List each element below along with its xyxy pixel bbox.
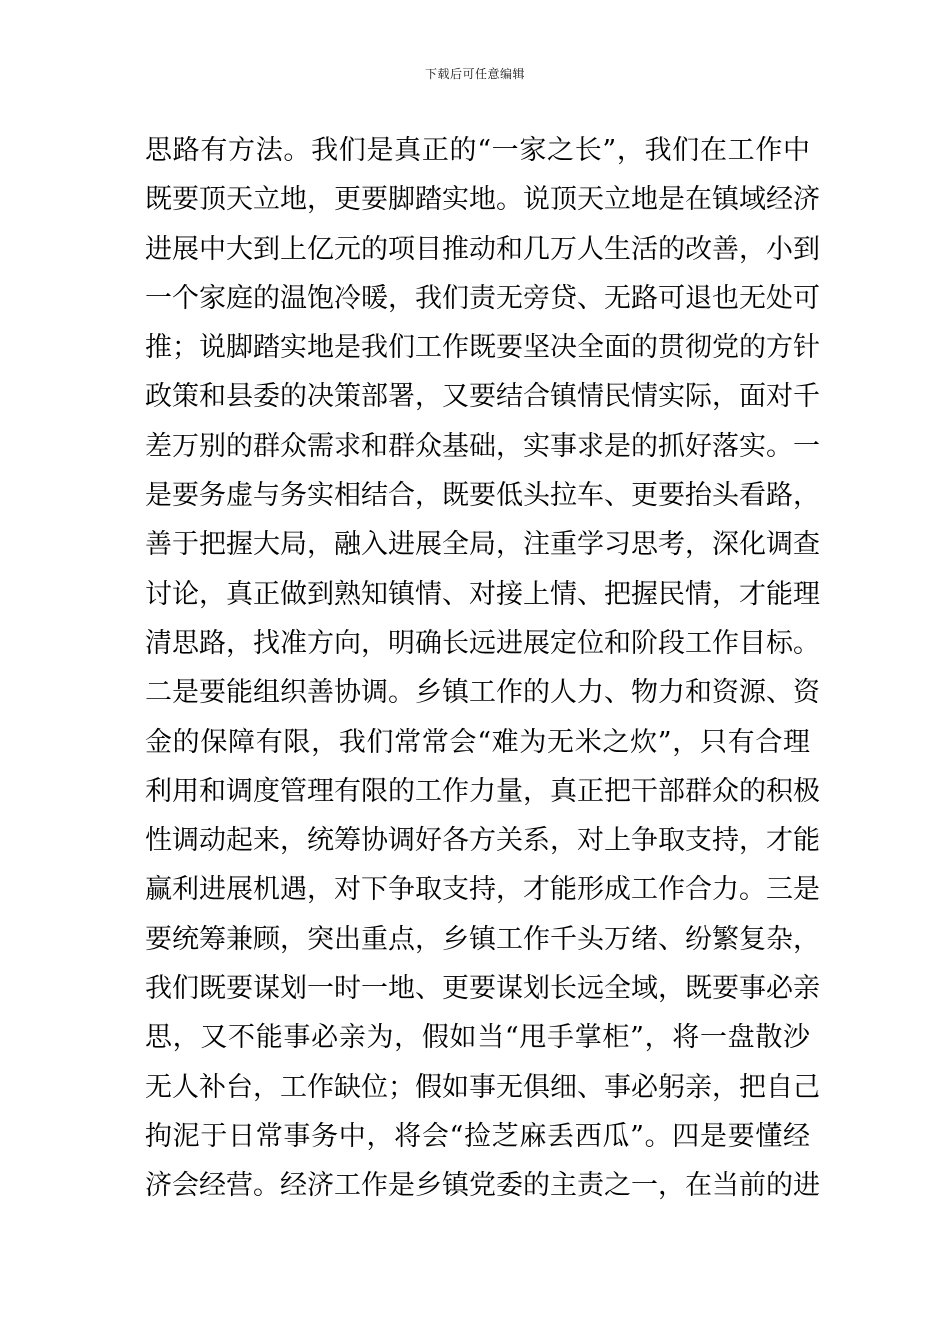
text-line: 是要务虚与务实相结合，既要低头拉车、更要抬头看路， <box>145 480 820 512</box>
text-line: 济会经营。经济工作是乡镇党委的主责之一，在当前的进 <box>145 1170 820 1202</box>
text-line: 讨论，真正做到熟知镇情、对接上情、把握民情，才能理 <box>145 578 820 610</box>
header-note: 下载后可任意编辑 <box>424 67 525 81</box>
text-line: 要统筹兼顾，突出重点，乡镇工作千头万绪、纷繁复杂， <box>145 923 820 955</box>
text-line: 既要顶天立地，更要脚踏实地。说顶天立地是在镇域经济 <box>145 184 820 216</box>
text-line: 金的保障有限，我们常常会“难为无米之炊”，只有合理 <box>145 726 810 758</box>
text-line: 善于把握大局，融入进展全局，注重学习思考，深化调查 <box>145 529 820 561</box>
text-line: 思，又不能事必亲为，假如当“甩手掌柜”，将一盘散沙 <box>145 1022 810 1054</box>
text-line: 思路有方法。我们是真正的“一家之长”，我们在工作中 <box>145 135 810 166</box>
text-line: 二是要能组织善协调。乡镇工作的人力、物力和资源、资 <box>145 677 820 709</box>
text-line: 进展中大到上亿元的项目推动和几万人生活的改善，小到 <box>145 233 820 265</box>
text-line: 我们既要谋划一时一地、更要谋划长远全域，既要事必亲 <box>145 973 820 1005</box>
text-line: 推；说脚踏实地是我们工作既要坚决全面的贯彻党的方针 <box>145 332 820 364</box>
text-line: 差万别的群众需求和群众基础，实事求是的抓好落实。一 <box>145 430 820 462</box>
text-line: 一个家庭的温饱冷暖，我们责无旁贷、无路可退也无处可 <box>145 282 820 314</box>
text-line: 性调动起来，统筹协调好各方关系，对上争取支持，才能 <box>145 825 820 857</box>
text-line: 赢利进展机遇，对下争取支持，才能形成工作合力。三是 <box>145 874 820 906</box>
body-text <box>145 126 820 1211</box>
text-line: 拘泥于日常事务中，将会“捡芝麻丢西瓜”。四是要懂经 <box>145 1120 810 1152</box>
text-line: 清思路，找准方向，明确长远进展定位和阶段工作目标。 <box>145 627 820 659</box>
text-line: 政策和县委的决策部署，又要结合镇情民情实际，面对千 <box>145 381 820 413</box>
text-line: 无人补台，工作缺位；假如事无俱细、事必躬亲，把自己 <box>145 1071 820 1103</box>
text-line: 利用和调度管理有限的工作力量，真正把干部群众的积极 <box>145 775 820 807</box>
